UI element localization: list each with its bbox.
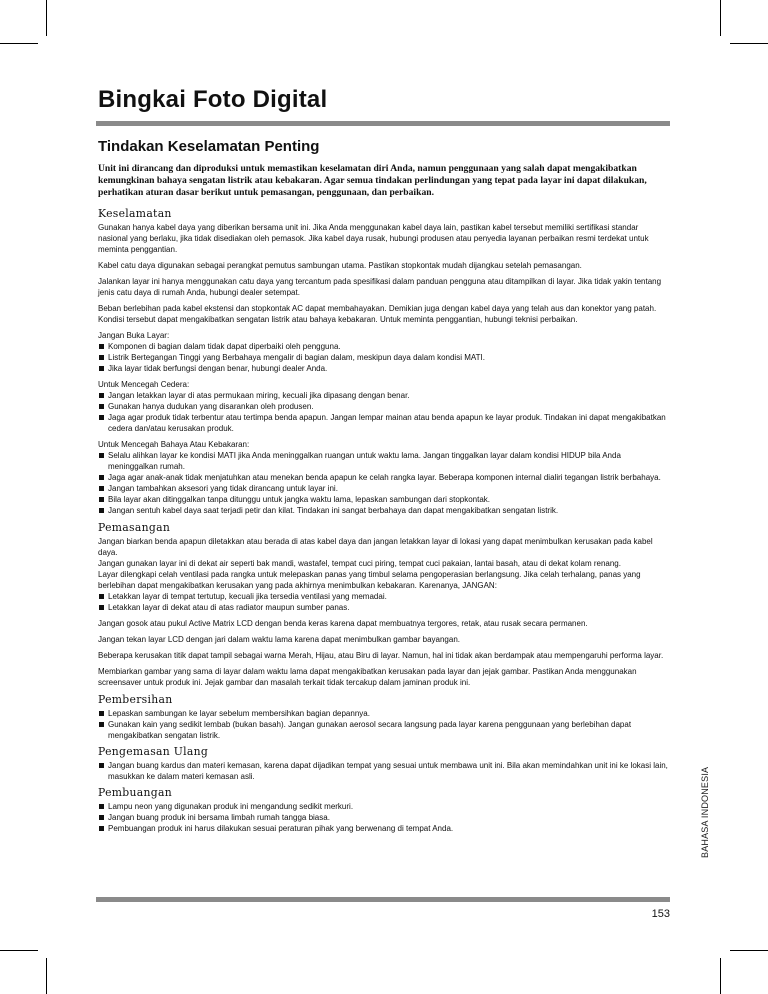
crop-mark <box>720 0 721 36</box>
crop-mark <box>720 958 721 994</box>
list-label: Jangan Buka Layar: <box>98 331 170 340</box>
crop-mark <box>730 43 768 44</box>
page-number: 153 <box>651 908 670 920</box>
paragraph: Beberapa kerusakan titik dapat tampil sebagai warna Merah, Hijau, atau Biru di layar. Namun, hal ini tidak akan berdampak atau mempengaruhi performa layar. <box>98 651 664 660</box>
heading-keselamatan: Keselamatan <box>98 207 172 220</box>
bullet-list <box>98 341 670 374</box>
list-item: Letakkan layar di tempat tertutup, kecuali jika tersedia ventilasi yang memadai. <box>98 591 670 602</box>
bullet-list <box>98 708 670 741</box>
list-item: Listrik Bertegangan Tinggi yang Berbahaya mengalir di bagian dalam, meskipun daya dalam kondisi MATI. <box>98 352 670 363</box>
page-title: Bingkai Foto Digital <box>98 86 328 113</box>
list-item: Bila layar akan ditinggalkan tanpa ditunggu untuk jangka waktu lama, lepaskan sambungan dari stopkontak. <box>98 494 670 505</box>
title-rule <box>96 121 670 126</box>
list-item: Lepaskan sambungan ke layar sebelum membersihkan bagian depannya. <box>98 708 670 719</box>
list-item: Jangan buang produk ini bersama limbah rumah tangga biasa. <box>98 812 670 823</box>
list-item: Jangan letakkan layar di atas permukaan miring, kecuali jika dipasang dengan benar. <box>98 390 670 401</box>
bullet-list <box>98 801 670 834</box>
crop-mark <box>46 958 47 994</box>
list-item: Jaga agar produk tidak terbentur atau tertimpa benda apapun. Jangan lempar mainan atau benda apapun ke layar produk. Tindakan ini dapat mengakibatkan cedera dan/atau kerusakan produk. <box>98 412 670 434</box>
paragraph: Jangan biarkan benda apapun diletakkan atau berada di atas kabel daya dan jangan letakkan layar di lokasi yang dapat menimbulkan kerusakan pada kabel daya. <box>98 537 653 557</box>
crop-mark <box>730 950 768 951</box>
list-item: Pembuangan produk ini harus dilakukan sesuai peraturan pihak yang berwenang di tempat Anda. <box>98 823 670 834</box>
list-item: Selalu alihkan layar ke kondisi MATI jika Anda meninggalkan ruangan untuk waktu lama. Jangan tinggalkan layar dalam kondisi HIDUP bila Anda meninggalkan rumah. <box>98 450 670 472</box>
list-label: Untuk Mencegah Cedera: <box>98 380 190 389</box>
section-title: Tindakan Keselamatan Penting <box>98 138 320 155</box>
language-side-label: BAHASA INDONESIA <box>700 766 710 858</box>
list-item: Jika layar tidak berfungsi dengan benar, hubungi dealer Anda. <box>98 363 670 374</box>
paragraph: Layar dilengkapi celah ventilasi pada rangka untuk melepaskan panas yang timbul selama pengoperasian berlangsung. Jika celah terhalang, panas yang berlebihan dapat mengakibatkan kerusakan yang pada akhirnya menimbulkan kebakaran. Karenanya, JANGAN: <box>98 570 641 590</box>
list-label: Untuk Mencegah Bahaya Atau Kebakaran: <box>98 440 250 449</box>
heading-pembuangan: Pembuangan <box>98 786 172 799</box>
intro-paragraph: Unit ini dirancang dan diproduksi untuk memastikan keselamatan diri Anda, namun penggunaan yang salah dapat mengakibatkan kemungkinan bahaya sengatan listrik atau kebakaran. Agar semua tindakan perlindungan yang tepat pada layar ini dapat dilakukan, perhatikan aturan dasar berikut untuk pemasangan, penggunaan, dan perbaikan. <box>98 163 647 198</box>
list-item: Jangan buang kardus dan materi kemasan, karena dapat dijadikan tempat yang sesuai untuk membawa unit ini. Bila akan memindahkan unit ini ke lokasi lain, masukkan ke dalam materi kemasan asli. <box>98 760 670 782</box>
list-item: Letakkan layar di dekat atau di atas radiator maupun sumber panas. <box>98 602 670 613</box>
crop-mark <box>0 43 38 44</box>
list-block <box>98 379 670 434</box>
bullet-list <box>98 390 670 434</box>
paragraph: Beban berlebihan pada kabel ekstensi dan stopkontak AC dapat membahayakan. Demikian juga dengan kabel daya yang telah aus dan konektor yang patah. Kondisi tersebut dapat mengakibatkan sengatan listrik atau bahaya kebakaran. Untuk meminta penggantian, hubungi teknisi perbaikan. <box>98 304 657 324</box>
paragraph: Kabel catu daya digunakan sebagai perangkat pemutus sambungan utama. Pastikan stopkontak mudah dijangkau setelah pemasangan. <box>98 261 582 270</box>
paragraph: Jangan tekan layar LCD dengan jari dalam waktu lama karena dapat menimbulkan gambar bayangan. <box>98 635 460 644</box>
list-block <box>98 536 670 613</box>
bullet-list <box>98 591 670 613</box>
paragraph: Jangan gunakan layar ini di dekat air seperti bak mandi, wastafel, tempat cuci piring, tempat cuci pakaian, lantai basah, atau di dekat kolam renang. <box>98 559 621 568</box>
list-block <box>98 330 670 374</box>
list-block <box>98 439 670 516</box>
heading-pengemasan-ulang: Pengemasan Ulang <box>98 745 209 758</box>
paragraph: Gunakan hanya kabel daya yang diberikan bersama unit ini. Jika Anda menggunakan kabel daya lain, pastikan kabel tersebut memiliki sertifikasi standar nasional yang berlaku, jika tidak disediakan oleh pemasok. Jika kabel daya rusak, hubungi produsen atau penyedia layanan perbaikan resmi terdekat untuk meminta penggantian. <box>98 223 649 254</box>
list-item: Jangan sentuh kabel daya saat terjadi petir dan kilat. Tindakan ini sangat berbahaya dan dapat mengakibatkan sengatan listrik. <box>98 505 670 516</box>
list-item: Jangan tambahkan aksesori yang tidak dirancang untuk layar ini. <box>98 483 670 494</box>
paragraph: Membiarkan gambar yang sama di layar dalam waktu lama dapat mengakibatkan kerusakan pada layar dan jejak gambar. Pastikan Anda menggunakan screensaver untuk produk ini. Jejak gambar dan masalah terkait tidak tercakup dalam jaminan produk ini. <box>98 667 637 687</box>
heading-pemasangan: Pemasangan <box>98 521 171 534</box>
document-body <box>98 163 670 834</box>
list-item: Lampu neon yang digunakan produk ini mengandung sedikit merkuri. <box>98 801 670 812</box>
list-item: Gunakan hanya dudukan yang disarankan oleh produsen. <box>98 401 670 412</box>
list-item: Jaga agar anak-anak tidak menjatuhkan atau menekan benda apapun ke celah rangka layar. Beberapa komponen internal dialiri tegangan listrik berbahaya. <box>98 472 670 483</box>
bullet-list <box>98 450 670 516</box>
crop-mark <box>46 0 47 36</box>
list-item: Gunakan kain yang sedikit lembab (bukan basah). Jangan gunakan aerosol secara langsung pada layar karena penggunaan yang berlebihan dapat mengakibatkan sengatan listrik. <box>98 719 670 741</box>
heading-pembersihan: Pembersihan <box>98 693 173 706</box>
crop-mark <box>0 950 38 951</box>
paragraph: Jalankan layar ini hanya menggunakan catu daya yang tercantum pada spesifikasi dalam panduan pengguna atau ditampilkan di layar. Jika tidak yakin tentang jenis catu daya di rumah Anda, hubungi dealer setempat. <box>98 277 662 297</box>
footer-rule <box>96 897 670 902</box>
list-item: Komponen di bagian dalam tidak dapat diperbaiki oleh pengguna. <box>98 341 670 352</box>
bullet-list <box>98 760 670 782</box>
paragraph: Jangan gosok atau pukul Active Matrix LCD dengan benda keras karena dapat membuatnya tergores, retak, atau rusak secara permanen. <box>98 619 588 628</box>
